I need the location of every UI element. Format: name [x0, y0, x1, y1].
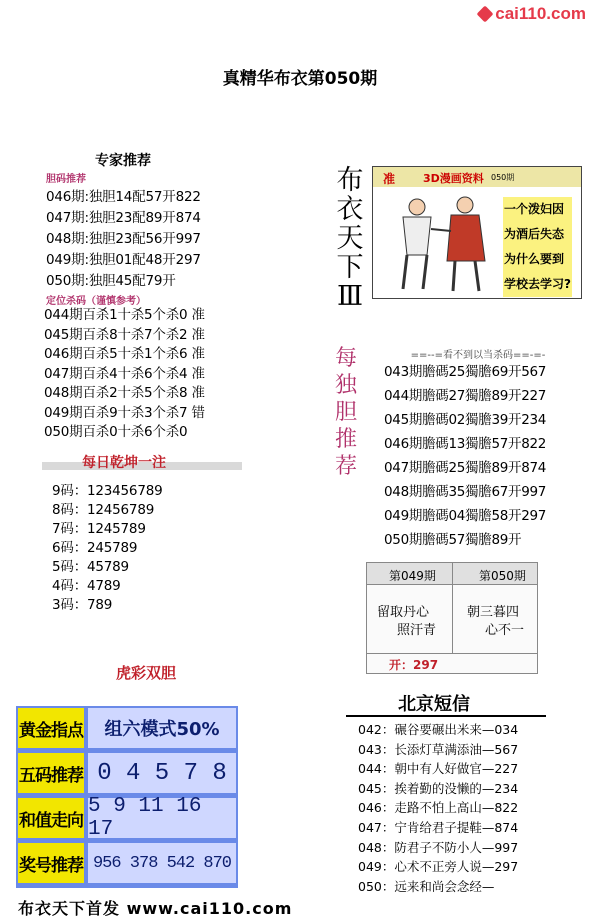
beijing-rule	[346, 715, 546, 717]
gold-value: 956 378 542 870	[88, 843, 236, 883]
beijing-line: 049：心术不正旁人说—297	[358, 859, 519, 875]
beijing-list	[358, 720, 518, 896]
daily-line: 4码：4789	[52, 578, 121, 594]
cartoon-issue: 050期	[491, 173, 515, 182]
riddle-text2a: 朝三暮四	[467, 605, 520, 620]
poem-line: 一个泼妇因	[503, 197, 572, 222]
dan-line: 049期:独胆01配48开297	[46, 252, 201, 268]
daily-line: 7码：1245789	[52, 521, 146, 537]
vertical-char: 天	[336, 223, 364, 254]
cartoon-panel	[372, 166, 582, 299]
beijing-title: 北京短信	[398, 694, 470, 715]
right-dan-line: 050期膽碼57獨膽89开	[384, 532, 522, 548]
dan-list	[46, 187, 201, 292]
sha-line: 049期百杀9十杀3个杀7 错	[44, 404, 205, 421]
poem-line: 学校去学习?	[503, 272, 572, 297]
sha-line: 048期百杀2十杀5个杀8 准	[44, 385, 205, 401]
vertical-title	[330, 166, 370, 311]
dan-tag: 胆码推荐	[46, 174, 86, 185]
riddle-divider	[452, 563, 453, 653]
riddle-open: 开：297	[389, 658, 439, 672]
vertical-char: 独	[334, 373, 357, 398]
sha-line: 046期百杀5十杀1个杀6 准	[44, 346, 205, 362]
gold-label: 黄金指点	[18, 708, 84, 748]
gold-row	[16, 708, 238, 752]
gold-row	[16, 795, 238, 842]
right-dan-list	[384, 360, 546, 552]
right-dan-line: 048期膽碼35獨膽67开997	[384, 484, 547, 500]
riddle-text2b: 心不一	[485, 623, 525, 638]
cartoon-figures	[381, 191, 499, 297]
footer-text: 布衣天下首发 www.cai110.com	[18, 899, 293, 918]
riddle-col2: 第050期	[479, 569, 526, 583]
dan-line: 046期:独胆14配57开822	[46, 189, 201, 205]
right-dan-line: 049期膽碼04獨膽58开297	[384, 508, 547, 524]
sha-line: 045期百杀8十杀7个杀2 准	[44, 326, 205, 343]
dan-box-title: ==--=看不到以当杀码==-=-	[410, 350, 546, 361]
gold-table	[16, 706, 238, 888]
right-dan-line: 043期膽碼25獨膽69开567	[384, 364, 547, 380]
sha-line: 047期百杀4十杀6个杀4 准	[44, 365, 205, 382]
riddle-text1a: 留取丹心	[377, 605, 430, 620]
vertical-char: 下	[336, 252, 364, 283]
logo-icon	[477, 6, 494, 23]
vertical-recommend	[326, 345, 366, 480]
riddle-box	[366, 562, 538, 674]
vertical-char: 每	[334, 346, 357, 371]
right-dan-line: 047期膽碼25獨膽89开874	[384, 460, 547, 476]
dan-line: 048期:独胆23配56开997	[46, 231, 201, 247]
vertical-char: 推	[334, 427, 357, 452]
dan-line: 050期:独胆45配79开	[46, 273, 176, 289]
riddle-col1: 第049期	[389, 569, 436, 583]
dan-line: 047期:独胆23配89开874	[46, 210, 201, 226]
beijing-line: 045：挨着勤的没懒的—234	[358, 780, 519, 796]
expert-heading: 专家推荐	[95, 153, 151, 169]
sha-list	[44, 306, 205, 443]
page-title: 真精华布衣第050期	[222, 69, 378, 89]
sha-tag: 定位杀码（谨慎参考）	[46, 296, 146, 307]
right-dan-line: 045期膽碼02獨膽39开234	[384, 412, 547, 428]
beijing-line: 043：长添灯草满添油—567	[358, 741, 519, 757]
cartoon-poem	[503, 197, 572, 297]
vertical-char: 胆	[334, 400, 357, 425]
beijing-line: 050：远来和尚会念经—	[358, 878, 495, 894]
site-logo[interactable]	[479, 4, 586, 24]
cartoon-tag: 准	[383, 172, 396, 186]
vertical-char: 布	[336, 165, 364, 196]
daily-line: 6码：245789	[52, 540, 138, 556]
daily-list	[52, 482, 163, 615]
logo-text: cai110.com	[495, 4, 586, 23]
beijing-line: 047：宁肯给君子提鞋—874	[358, 819, 519, 835]
sha-line: 050期百杀0十杀6个杀0	[44, 424, 188, 440]
vertical-char: Ⅲ	[336, 281, 364, 312]
gold-row	[16, 843, 238, 887]
cartoon-caption: 3D漫画资料	[423, 172, 484, 185]
riddle-footer-line	[367, 653, 537, 654]
daily-banner: 每日乾坤一注	[82, 455, 166, 471]
daily-line: 3码：789	[52, 597, 113, 613]
sha-line: 044期百杀1十杀5个杀0 准	[44, 307, 205, 323]
beijing-line: 044：朝中有人好做官—227	[358, 761, 519, 777]
gold-value: 0 4 5 7 8	[88, 753, 236, 793]
beijing-line: 046：走路不怕上高山—822	[358, 800, 519, 816]
daily-line: 5码：45789	[52, 559, 129, 575]
daily-line: 9码：123456789	[52, 483, 163, 499]
gold-label: 五码推荐	[18, 753, 84, 793]
gold-label: 和值走向	[18, 798, 84, 838]
gold-value: 组六模式50%	[88, 708, 236, 748]
daily-line: 8码：12456789	[52, 502, 155, 518]
gold-value: 5 9 11 16 17	[88, 798, 236, 838]
right-dan-line: 044期膽碼27獨膽89开227	[384, 388, 547, 404]
riddle-text1b: 照汗青	[397, 623, 437, 638]
poem-line: 为酒后失态	[503, 222, 572, 247]
vertical-char: 荐	[334, 454, 357, 479]
beijing-line: 042：碾谷要碾出米来—034	[358, 722, 519, 737]
beijing-line: 048：防君子不防小人—997	[358, 839, 519, 855]
poem-line: 为什么要到	[503, 247, 572, 272]
vertical-char: 衣	[336, 194, 364, 225]
tiger-title: 虎彩双胆	[116, 664, 177, 682]
gold-row	[16, 753, 238, 797]
gold-label: 奖号推荐	[18, 843, 84, 883]
right-dan-line: 046期膽碼13獨膽57开822	[384, 436, 547, 452]
